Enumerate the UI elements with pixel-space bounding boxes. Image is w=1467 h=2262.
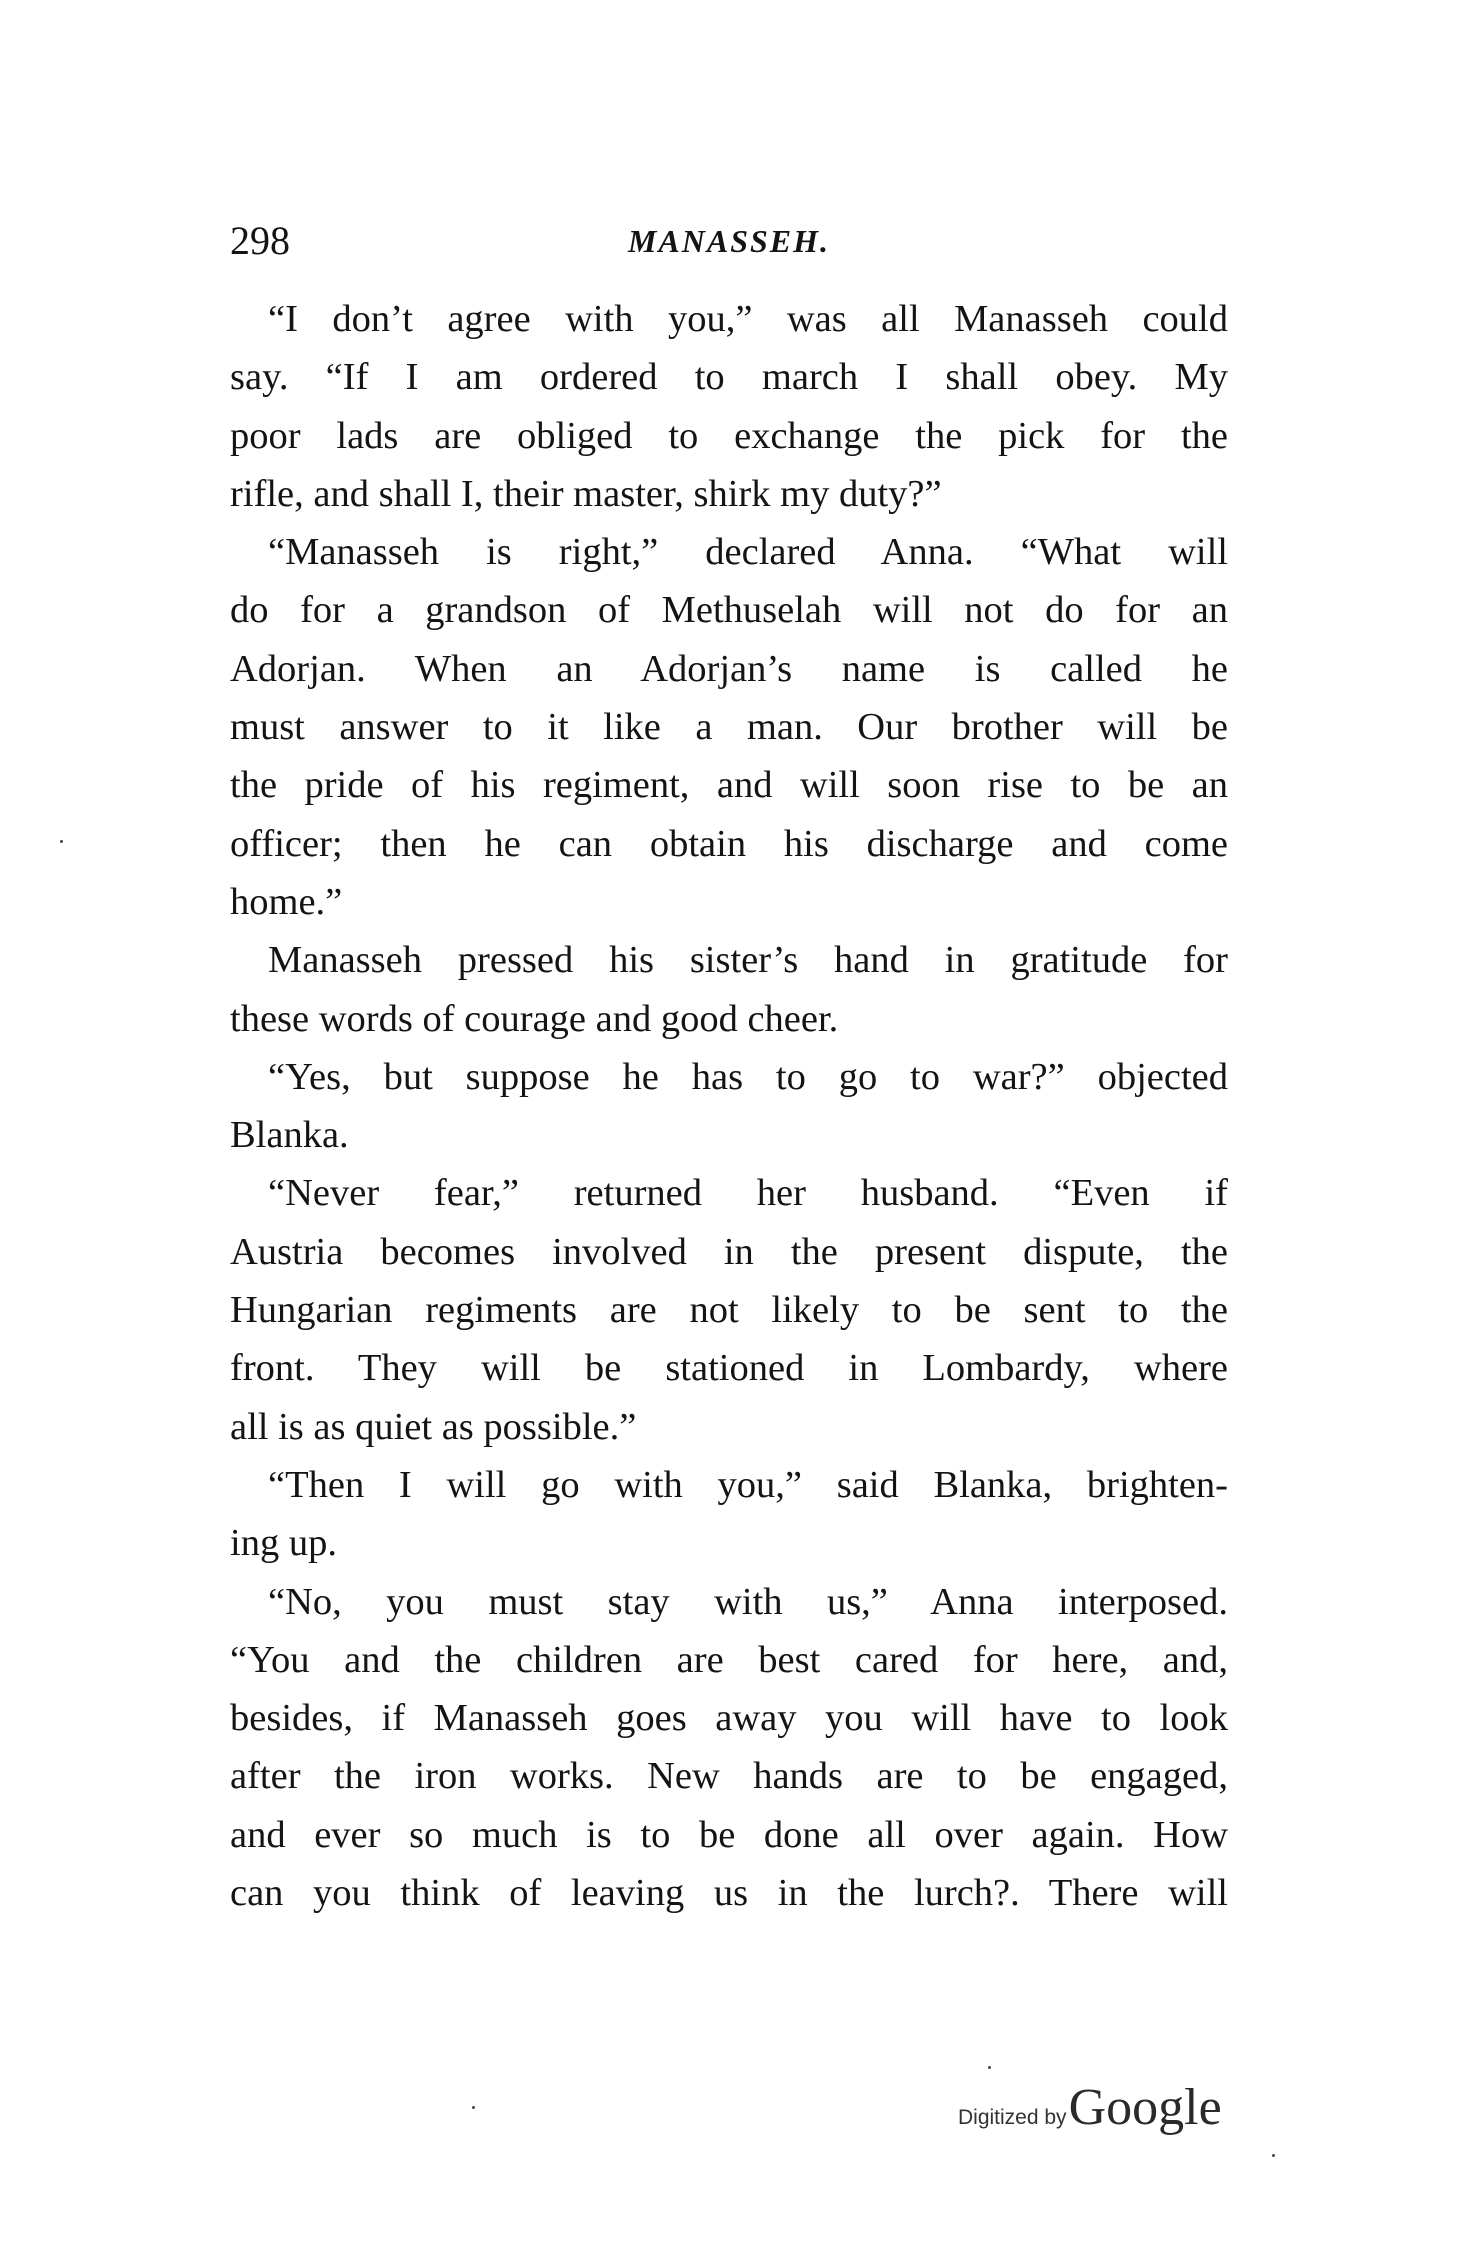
scan-speck xyxy=(472,2106,475,2109)
text-line: “No, you must stay with us,” Anna interposed. xyxy=(268,1580,1228,1623)
text-line: besides, if Manasseh goes away you will have to look xyxy=(230,1697,1228,1740)
page-number: 298 xyxy=(230,218,290,263)
text-line: can you think of leaving us in the lurch?. There will xyxy=(230,1872,1228,1915)
text-line: “Manasseh is right,” declared Anna. “What will xyxy=(268,531,1228,574)
text-line: after the iron works. New hands are to be engaged, xyxy=(230,1755,1228,1798)
text-line: Blanka. xyxy=(230,1114,349,1157)
text-line: home.” xyxy=(230,880,343,923)
google-wordmark: Google xyxy=(1068,2079,1222,2136)
text-line: say. “If I am ordered to march I shall obey. My xyxy=(230,356,1228,399)
running-title: MANASSEH. xyxy=(627,223,831,259)
text-line: “I don’t agree with you,” was all Manasseh could xyxy=(268,298,1228,340)
text-line: Adorjan. When an Adorjan’s name is called he xyxy=(230,647,1228,690)
text-line: “Yes, but suppose he has to go to war?” objected xyxy=(268,1055,1228,1098)
text-line: officer; then he can obtain his discharge and come xyxy=(230,822,1228,865)
text-line: the pride of his regiment, and will soon rise to be an xyxy=(230,764,1228,807)
text-line: poor lads are obliged to exchange the pick for the xyxy=(230,414,1228,457)
running-head xyxy=(230,216,1228,266)
scan-speck xyxy=(988,2066,991,2069)
text-line: do for a grandson of Methuselah will not do for an xyxy=(230,589,1228,632)
text-line: rifle, and shall I, their master, shirk my duty?” xyxy=(230,472,942,515)
digitized-by-google-watermark xyxy=(958,2078,1222,2148)
digitized-by-label: Digitized by xyxy=(958,2106,1067,2129)
text-line: these words of courage and good cheer. xyxy=(230,997,839,1040)
text-line: all is as quiet as possible.” xyxy=(230,1405,637,1448)
text-line: front. They will be stationed in Lombardy, where xyxy=(230,1347,1228,1390)
scan-speck xyxy=(60,840,63,843)
text-line: Hungarian regiments are not likely to be sent to the xyxy=(230,1289,1228,1332)
text-line: “Then I will go with you,” said Blanka, brighten- xyxy=(268,1463,1228,1506)
text-line: must answer to it like a man. Our brother will be xyxy=(230,706,1228,749)
scan-speck xyxy=(1272,2154,1275,2157)
text-line: and ever so much is to be done all over again. How xyxy=(230,1813,1228,1856)
text-line: “You and the children are best cared for here, and, xyxy=(230,1638,1228,1681)
text-line: Austria becomes involved in the present dispute, the xyxy=(230,1230,1228,1273)
text-line: ing up. xyxy=(230,1522,337,1565)
text-line: Manasseh pressed his sister’s hand in gratitude for xyxy=(268,939,1228,982)
body-text xyxy=(230,290,1228,1922)
text-line: “Never fear,” returned her husband. “Even if xyxy=(268,1172,1228,1215)
